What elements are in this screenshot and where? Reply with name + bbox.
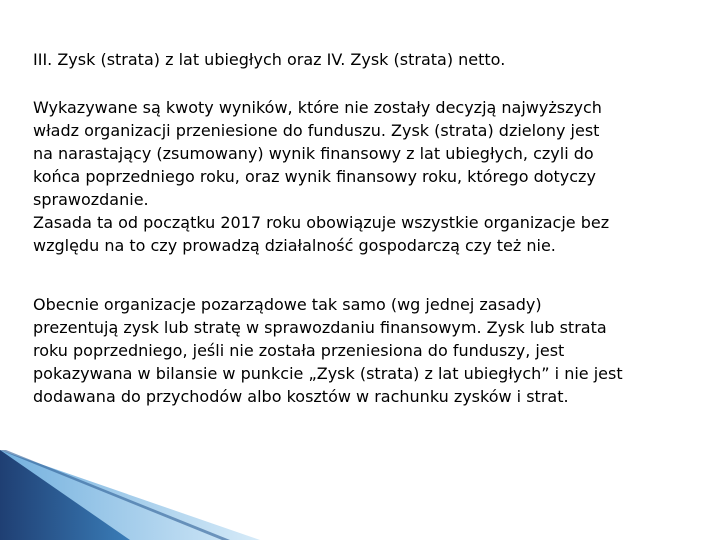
paragraph-retained-earnings: Wykazywane są kwoty wyników, które nie zostały decyzją najwyższych władz organizacji przeniesione do funduszu. Zysk (strata) dzielony jest na narastający (zsumowany) wynik finansowy z lat ubiegłych, czyli do końca poprzedniego roku, oraz wynik finansowy roku, którego dotyczy sprawozdanie. Zasada ta od początku 2017 roku obowiązuje wszystkie organizacje bez względu na to czy prowadzą działalność gospodarczą czy też nie. — [33, 98, 610, 255]
paragraph-current-practice: Obecnie organizacje pozarządowe tak samo (wg jednej zasady) prezentują zysk lub stratę w sprawozdaniu finansowym. Zysk lub strata roku poprzedniego, jeśli nie została przeniesiona do funduszy, jest pokazywana w bilansie w punkcie „Zysk (strata) z lat ubiegłych” i nie jest dodawana do przychodów albo kosztów w rachunku zysków i strat. — [33, 295, 623, 406]
corner-decoration — [0, 450, 720, 540]
slide-heading: III. Zysk (strata) z lat ubiegłych oraz IV. Zysk (strata) netto. — [33, 50, 506, 69]
